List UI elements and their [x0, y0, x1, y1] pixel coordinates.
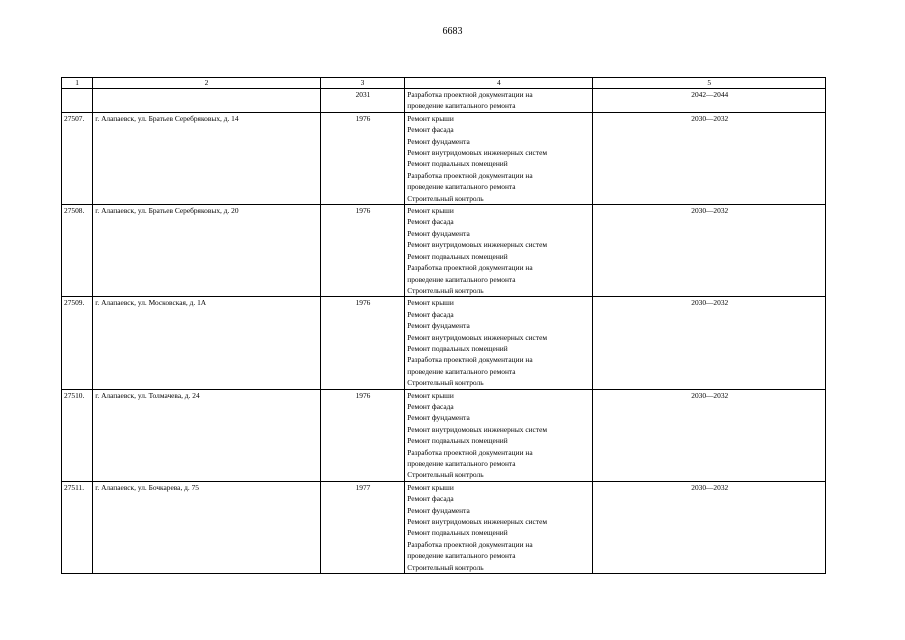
work-item: Разработка проектной документации на — [407, 355, 533, 365]
address-cell — [93, 89, 320, 113]
header-col-3: 3 — [320, 78, 405, 89]
work-item: Разработка проектной документации на — [407, 447, 533, 457]
work-item: Разработка проектной документации на — [407, 170, 533, 180]
work-item: Ремонт фасада — [407, 494, 454, 504]
page-number: 6683 — [442, 26, 463, 37]
work-item: проведение капитального ремонта — [407, 551, 516, 561]
work-item: Ремонт фундамента — [407, 228, 470, 238]
work-item: Строительный контроль — [407, 562, 484, 572]
work-item: проведение капитального ремонта — [407, 274, 516, 284]
period-cell: 2042—2044 — [593, 89, 826, 113]
year-cell: 1976 — [320, 205, 405, 297]
work-item: Разработка проектной документации на — [407, 539, 533, 549]
address-cell: г. Алапаевск, ул. Бочкарева, д. 75 — [93, 481, 320, 573]
header-col-1: 1 — [62, 78, 93, 89]
year-cell: 1976 — [320, 389, 405, 481]
row-number-cell — [62, 89, 93, 113]
works-cell — [405, 112, 593, 204]
work-item: Ремонт внутридомовых инженерных систем — [407, 332, 548, 342]
work-item: Ремонт внутридомовых инженерных систем — [407, 148, 548, 158]
work-item: Ремонт подвальных помещений — [407, 343, 508, 353]
header-col-2: 2 — [93, 78, 320, 89]
work-item: Ремонт подвальных помещений — [407, 528, 508, 538]
work-item: Ремонт подвальных помещений — [407, 436, 508, 446]
work-item: Строительный контроль — [407, 378, 484, 388]
work-item: Ремонт фасада — [407, 125, 454, 135]
work-item: Ремонт фундамента — [407, 413, 470, 423]
repair-schedule-table — [61, 77, 826, 574]
table-row — [62, 112, 826, 204]
work-item: Ремонт подвальных помещений — [407, 159, 508, 169]
work-item: Ремонт фундамента — [407, 136, 470, 146]
work-item: проведение капитального ремонта — [407, 459, 516, 468]
row-number-cell: 27509. — [62, 297, 93, 389]
table-row — [62, 389, 826, 481]
works-cell — [405, 205, 593, 297]
row-number-cell: 27511. — [62, 481, 93, 573]
year-cell: 1976 — [320, 112, 405, 204]
year-cell: 2031 — [320, 89, 405, 113]
period-cell: 2030—2032 — [593, 112, 826, 204]
table-row — [62, 205, 826, 297]
work-item: проведение капитального ремонта — [407, 366, 516, 376]
table-row — [62, 481, 826, 573]
period-cell: 2030—2032 — [593, 481, 826, 573]
row-number-cell: 27510. — [62, 389, 93, 481]
table-row — [62, 89, 826, 113]
address-cell: г. Алапаевск, ул. Братьев Серебряковых, д. 20 — [93, 205, 320, 297]
work-item: Ремонт крыши — [407, 206, 454, 216]
work-item: проведение капитального ремонта — [407, 182, 516, 192]
work-item: Строительный контроль — [407, 193, 484, 203]
header-row — [62, 78, 826, 89]
work-item: Ремонт внутридомовых инженерных систем — [407, 424, 548, 434]
work-item: Ремонт подвальных помещений — [407, 251, 508, 261]
work-item: Ремонт крыши — [407, 298, 454, 308]
works-cell — [405, 389, 593, 481]
year-cell: 1977 — [320, 481, 405, 573]
work-item: Ремонт фасада — [407, 217, 454, 227]
header-col-4: 4 — [405, 78, 593, 89]
work-item: Разработка проектной документации на — [407, 263, 533, 273]
period-cell: 2030—2032 — [593, 389, 826, 481]
table-body — [62, 89, 826, 574]
period-cell: 2030—2032 — [593, 205, 826, 297]
works-cell — [405, 297, 593, 389]
work-item: Строительный контроль — [407, 285, 484, 295]
work-item: Ремонт фундамента — [407, 505, 470, 515]
work-item: Ремонт фасада — [407, 401, 454, 411]
work-item: Ремонт внутридомовых инженерных систем — [407, 240, 548, 250]
work-item: Ремонт крыши — [407, 482, 454, 492]
work-item: Ремонт крыши — [407, 113, 454, 123]
work-item: Ремонт крыши — [407, 390, 454, 400]
work-item: Разработка проектной документации на — [407, 90, 533, 99]
work-item: Ремонт внутридомовых инженерных систем — [407, 517, 548, 527]
address-cell: г. Алапаевск, ул. Толмачева, д. 24 — [93, 389, 320, 481]
year-cell: 1976 — [320, 297, 405, 389]
table-row — [62, 297, 826, 389]
address-cell: г. Алапаевск, ул. Братьев Серебряковых, д. 14 — [93, 112, 320, 204]
row-number-cell: 27508. — [62, 205, 93, 297]
header-col-5: 5 — [593, 78, 826, 89]
work-item: проведение капитального ремонта — [407, 101, 516, 111]
address-cell: г. Алапаевск, ул. Московская, д. 1А — [93, 297, 320, 389]
works-cell — [405, 89, 593, 113]
work-item: Строительный контроль — [407, 470, 484, 480]
row-number-cell: 27507. — [62, 112, 93, 204]
works-cell — [405, 481, 593, 573]
period-cell: 2030—2032 — [593, 297, 826, 389]
work-item: Ремонт фундамента — [407, 321, 470, 331]
work-item: Ремонт фасада — [407, 309, 454, 319]
